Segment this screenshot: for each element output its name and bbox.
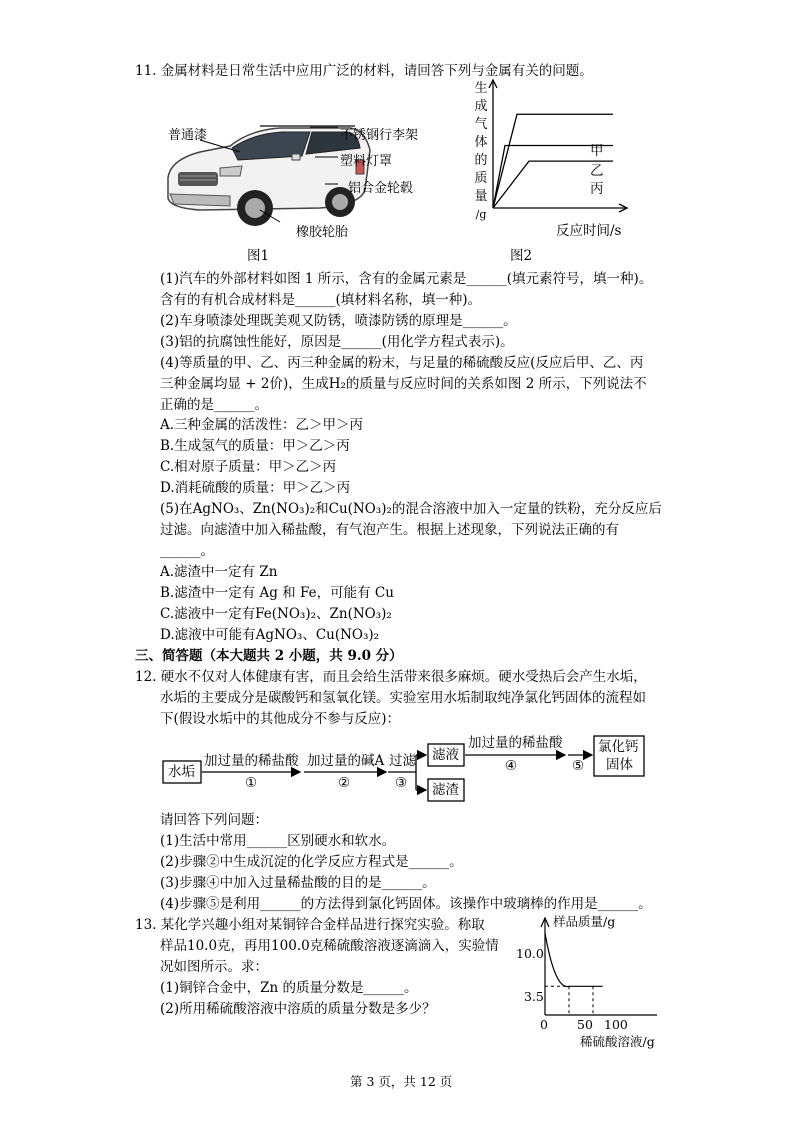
q13-line: (2)所用稀硫酸溶液中溶质的质量分数是多少？ — [160, 1001, 436, 1017]
fig2-ylabel-char: /g — [475, 208, 487, 221]
flow-step3-num: ③ — [395, 775, 408, 791]
q11-stem: 11. 金属材料是日常生活中应用广泛的材料，请回答下列与金属有关的问题。 — [135, 63, 593, 79]
q13-ytick-10: 10.0 — [516, 946, 544, 961]
flow-step3: 过滤 — [389, 753, 416, 769]
fig2-caption: 图2 — [510, 248, 533, 264]
fig2-series-label-bing: 丙 — [590, 181, 604, 197]
fig2-series-label-yi: 乙 — [590, 163, 604, 179]
fig2-ylabel-char: 生 — [474, 81, 488, 96]
q11-option: A.滤渣中一定有 Zn — [160, 564, 278, 580]
q11-option: B.滤渣中一定有 Ag 和 Fe，可能有 Cu — [160, 585, 394, 601]
flow-product-line1: 氯化钙 — [598, 739, 639, 755]
q12-stem: 12. 硬水不仅对人体健康有害，而且会给生活带来很多麻烦。硬水受热后会产生水垢， — [135, 669, 647, 685]
q12-line: (4)步骤⑤是利用______的方法得到氯化钙固体。该操作中玻璃棒的作用是______。 — [160, 896, 652, 912]
fig2-chart — [485, 78, 635, 228]
q13-xtick-100: 100 — [604, 1017, 628, 1032]
q11-option: D.滤液中可能有AgNO₃、Cu(NO₃)₂ — [160, 627, 380, 643]
label-paint: 普通漆 — [168, 128, 208, 143]
q11-line: ______。 — [160, 543, 214, 559]
q11-option: B.生成氢气的质量：甲＞乙＞丙 — [160, 438, 350, 454]
q12-line: (2)步骤②中生成沉淀的化学反应方程式是______。 — [160, 854, 463, 870]
q13-xtick-50: 50 — [577, 1017, 593, 1032]
flow-step2: 加过量的碱A — [307, 753, 385, 769]
flow-step2-num: ② — [338, 775, 351, 791]
q11-option: A.三种金属的活泼性：乙＞甲＞丙 — [160, 417, 364, 433]
label-tire: 橡胶轮胎 — [296, 225, 349, 240]
q11-option: D.消耗硫酸的质量：甲＞乙＞丙 — [160, 480, 351, 496]
flow-step5-num: ⑤ — [572, 758, 585, 774]
fig2-series-label-jia: 甲 — [590, 143, 604, 159]
fig2-ylabel-char: 量 — [474, 189, 488, 204]
flow-step4: 加过量的稀盐酸 — [468, 735, 563, 751]
flow-residue: 滤渣 — [432, 782, 459, 798]
flow-step1-num: ① — [245, 775, 258, 791]
q12-line: (1)生活中常用______区别硬水和软水。 — [160, 833, 396, 849]
flow-filtrate: 滤液 — [432, 747, 459, 763]
q11-line: (5)在AgNO₃、Zn(NO₃)₂和Cu(NO₃)₂的混合溶液中加入一定量的铁粉，充分反应后 — [160, 501, 662, 517]
label-wheel: 铝合金轮毂 — [348, 181, 414, 196]
q13-line: (1)铜锌合金中，Zn 的质量分数是______。 — [160, 980, 418, 996]
fig2-xlabel: 反应时间/s — [556, 223, 622, 239]
fig2-ylabel-char: 的 — [474, 153, 488, 168]
flowchart — [160, 732, 660, 807]
q13-ylabel: 样品质量/g — [553, 914, 616, 929]
q11-option: C.滤液中一定有Fe(NO₃)₂、Zn(NO₃)₂ — [160, 606, 392, 622]
q13-origin: 0 — [540, 1017, 548, 1032]
fig2-ylabel-char: 质 — [474, 171, 488, 186]
q11-line: 含有的有机合成材料是______(填材料名称，填一种)。 — [160, 292, 482, 308]
page-footer: 第 3 页，共 12 页 — [350, 1074, 453, 1089]
q11-line: (1)汽车的外部材料如图 1 所示，含有的金属元素是______(填元素符号，填一种)。 — [160, 271, 653, 287]
q13-line: 况如图所示。求： — [160, 959, 268, 975]
q13-line: 13. 某化学兴趣小组对某铜锌合金样品进行探究实验。称取 — [135, 917, 485, 933]
fig1-caption: 图1 — [247, 248, 270, 264]
q12-line: 请回答下列问题： — [160, 812, 268, 828]
flow-start: 水垢 — [168, 764, 195, 780]
q11-line: (2)车身喷漆处理既美观又防锈，喷漆防锈的原理是______。 — [160, 313, 517, 329]
q11-line: 过滤。向滤渣中加入稀盐酸，有气泡产生。根据上述现象，下列说法正确的有 — [160, 522, 619, 538]
q12-line: (3)步骤④中加入过量稀盐酸的目的是______。 — [160, 875, 436, 891]
flow-product-line2: 固体 — [606, 757, 633, 773]
q12-stem: 下(假设水垢中的其他成分不参与反应)： — [160, 711, 401, 727]
q13-xlabel: 稀硫酸溶液/g — [580, 1034, 655, 1049]
q13-ytick-3.5: 3.5 — [524, 989, 544, 1004]
fig2-ylabel-char: 成 — [474, 99, 488, 114]
q13-chart — [515, 915, 685, 1030]
q13-curve — [545, 933, 569, 987]
q11-line: 三种金属均显 + 2价)，生成H₂的质量与反应时间的关系如图 2 所示，下列说法不 — [160, 376, 647, 392]
q11-line: (4)等质量的甲、乙、丙三种金属的粉末，与足量的稀硫酸反应(反应后甲、乙、丙 — [160, 355, 644, 371]
flow-step1: 加过量的稀盐酸 — [204, 753, 299, 769]
label-rack: 不锈钢行李架 — [340, 128, 419, 143]
q12-stem: 水垢的主要成分是碳酸钙和氢氧化镁。实验室用水垢制取纯净氯化钙固体的流程如 — [160, 690, 646, 706]
q13-line: 样品10.0克，再用100.0克稀硫酸溶液逐滴滴入，实验情 — [160, 938, 499, 954]
section-heading: 三、简答题（本大题共 2 小题，共 9.0 分） — [135, 648, 403, 664]
q11-line: (3)铝的抗腐蚀性能好，原因是______(用化学方程式表示)。 — [160, 334, 514, 350]
q11-option: C.相对原子质量：甲＞乙＞丙 — [160, 459, 337, 475]
label-lamp: 塑料灯罩 — [340, 154, 393, 169]
fig2-ylabel-char: 体 — [474, 135, 488, 150]
q11-line: 正确的是______。 — [160, 397, 268, 413]
flow-step4-num: ④ — [505, 758, 518, 774]
fig2-ylabel-char: 气 — [474, 117, 488, 132]
